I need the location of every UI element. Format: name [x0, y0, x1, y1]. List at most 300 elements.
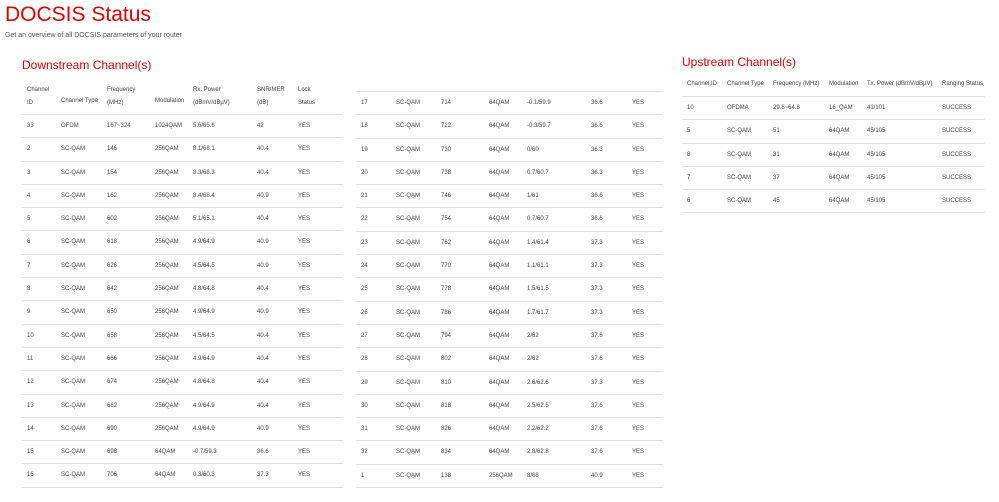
table-row [356, 232, 663, 255]
table-cell: SUCCESS [942, 174, 972, 181]
table-cell: 25 [361, 286, 368, 293]
downstream-header-cell [107, 84, 135, 110]
table-cell: 10 [687, 105, 694, 111]
table-cell: 818 [441, 402, 452, 409]
table-cell: 16 [27, 472, 34, 479]
table-cell: 6 [687, 198, 691, 205]
table-cell: 5 [687, 128, 691, 135]
table-cell: 256QAM [155, 169, 179, 176]
table-cell: 32 [361, 449, 368, 456]
table-cell: 64QAM [489, 100, 510, 106]
table-cell: 40.4 [257, 286, 269, 293]
table-cell: YES [298, 169, 311, 176]
table-cell: 146 [107, 146, 118, 153]
table-cell: 7 [687, 174, 691, 181]
table-cell: SC-QAM [61, 425, 85, 432]
table-cell: 0.7/60.7 [527, 216, 549, 223]
table-cell: SUCCESS [942, 198, 972, 205]
table-cell: 40.4 [257, 216, 269, 223]
table-cell: YES [632, 449, 645, 456]
table-cell: YES [298, 146, 311, 153]
table-cell: 256QAM [155, 286, 179, 293]
table-cell: 4.8/64.8 [193, 286, 215, 293]
table-cell: 4.9/64.9 [193, 425, 215, 432]
downstream-table-right [356, 91, 663, 488]
table-row [356, 208, 663, 231]
table-cell: 33 [27, 123, 34, 129]
downstream-header-cell [61, 95, 98, 108]
table-cell: 8.4/68.4 [193, 192, 215, 199]
table-cell: 8 [27, 286, 31, 293]
table-cell: YES [298, 262, 311, 269]
table-cell: 45 [773, 198, 780, 205]
table-cell: 40.4 [257, 402, 269, 409]
table-cell: 18 [361, 123, 368, 130]
table-cell: 20 [361, 169, 368, 176]
table-cell: 794 [441, 332, 452, 339]
table-cell: YES [632, 123, 645, 130]
table-cell: YES [298, 309, 311, 316]
table-cell: 754 [441, 216, 452, 223]
downstream-header-text: Modulation [155, 98, 185, 104]
upstream-header-cell: Channel ID [687, 81, 718, 87]
table-cell: SC-QAM [396, 169, 420, 176]
table-cell: SC-QAM [396, 356, 420, 363]
table-cell: 40.4 [257, 379, 269, 386]
table-cell: 40.4 [257, 146, 269, 153]
table-cell: 786 [441, 309, 452, 316]
table-cell: 64QAM [489, 402, 510, 409]
table-cell: SC-QAM [396, 309, 420, 316]
table-cell: 4 [27, 192, 31, 199]
table-cell: 37.3 [257, 472, 269, 479]
table-cell: 36.3 [591, 169, 603, 176]
table-cell: 16_QAM [829, 105, 853, 111]
table-cell: 14 [27, 425, 34, 432]
table-row [22, 138, 343, 161]
table-cell: 256QAM [155, 146, 179, 153]
table-cell: 5.6/65.6 [193, 123, 215, 129]
table-cell: YES [632, 169, 645, 176]
table-cell: 19 [361, 146, 368, 153]
table-cell: YES [632, 356, 645, 363]
table-cell: SC-QAM [61, 449, 85, 456]
table-cell: 45/105 [867, 128, 886, 135]
table-cell: YES [632, 100, 645, 106]
table-cell: YES [632, 193, 645, 200]
table-cell: SC-QAM [396, 193, 420, 200]
table-cell: 256QAM [155, 262, 179, 269]
table-row [22, 278, 343, 301]
table-cell: SC-QAM [396, 239, 420, 246]
table-cell: SC-QAM [61, 216, 85, 223]
table-cell: 23 [361, 239, 368, 246]
table-cell: 11 [27, 355, 34, 362]
table-cell: 41/101 [867, 105, 886, 111]
table-cell: 8.1/68.1 [193, 146, 215, 153]
table-cell: YES [298, 402, 311, 409]
table-cell: YES [632, 286, 645, 293]
table-cell: 36.6 [257, 449, 269, 456]
table-row [356, 278, 663, 301]
upstream-header-row [682, 74, 985, 97]
table-row [682, 120, 985, 143]
table-cell: 40.9 [257, 262, 269, 269]
table-cell: SC-QAM [396, 426, 420, 433]
table-cell: 40.9 [257, 309, 269, 316]
table-cell: 642 [107, 286, 118, 293]
table-cell: SC-QAM [727, 198, 751, 205]
table-cell: 658 [107, 332, 118, 339]
table-cell: 0.3/60.3 [193, 472, 215, 479]
table-cell: SC-QAM [61, 472, 85, 479]
table-cell: SC-QAM [727, 151, 751, 158]
table-cell: 256QAM [155, 192, 179, 199]
table-cell: 40.9 [591, 472, 603, 479]
table-row [356, 465, 663, 488]
table-cell: 36.6 [591, 100, 603, 106]
table-cell: 4.8/64.8 [193, 379, 215, 386]
table-cell: 45/105 [867, 198, 886, 205]
table-cell: SUCCESS [942, 128, 972, 135]
table-row [22, 348, 343, 371]
upstream-table [682, 74, 985, 213]
table-row [22, 418, 343, 441]
table-cell: 802 [441, 356, 452, 363]
table-row [356, 372, 663, 395]
downstream-header-text: Lock [298, 87, 311, 93]
table-cell: YES [298, 449, 311, 456]
table-row [356, 185, 663, 208]
table-cell: 64QAM [829, 198, 850, 205]
table-cell: 29.8~64.8 [773, 105, 800, 111]
table-cell: YES [298, 355, 311, 362]
table-cell: SC-QAM [61, 239, 85, 246]
table-cell: 64QAM [155, 449, 176, 456]
table-cell: 31 [773, 151, 780, 158]
table-cell: OFDM [61, 123, 79, 129]
table-cell: 64QAM [489, 379, 510, 386]
table-cell: 4.5/64.5 [193, 262, 215, 269]
table-row [22, 464, 343, 487]
table-cell: 5.1/65.1 [193, 216, 215, 223]
downstream-header-cell [27, 84, 49, 110]
table-cell: 1.7/61.7 [527, 309, 549, 316]
table-cell: 64QAM [489, 286, 510, 293]
table-cell: YES [632, 379, 645, 386]
table-cell: 256QAM [155, 402, 179, 409]
table-cell: 42 [257, 123, 264, 129]
table-cell: YES [632, 402, 645, 409]
table-row [22, 115, 343, 138]
table-row [22, 162, 343, 185]
table-cell: 64QAM [489, 146, 510, 153]
table-cell: 28 [361, 356, 368, 363]
table-cell: 15 [27, 449, 34, 456]
table-row [22, 441, 343, 464]
downstream-header-text: (dBmV/dBµV) [193, 100, 230, 106]
table-cell: 682 [107, 402, 118, 409]
table-cell: SUCCESS [942, 151, 972, 158]
table-cell: 37.3 [591, 286, 603, 293]
table-cell: 256QAM [489, 472, 513, 479]
table-cell: SC-QAM [61, 192, 85, 199]
table-row [356, 139, 663, 162]
table-cell: 31 [361, 426, 368, 433]
table-cell: 45/105 [867, 174, 886, 181]
table-cell: YES [632, 146, 645, 153]
table-cell: 666 [107, 355, 118, 362]
table-cell: 674 [107, 379, 118, 386]
table-cell: 64QAM [489, 216, 510, 223]
table-cell: 698 [107, 449, 118, 456]
table-cell: 64QAM [489, 239, 510, 246]
table-cell: YES [632, 426, 645, 433]
downstream-header-text: Channel Type [61, 98, 98, 104]
downstream-header-text: SNR/MER [257, 87, 285, 93]
downstream-header-cell [193, 84, 230, 110]
table-cell: YES [632, 239, 645, 246]
downstream-header-cell [298, 84, 315, 110]
table-cell: SC-QAM [61, 332, 85, 339]
table-cell: 0.7/60.7 [527, 169, 549, 176]
table-cell: 256QAM [155, 355, 179, 362]
table-row [682, 97, 985, 120]
table-cell: 37.3 [591, 263, 603, 270]
table-cell: 36.6 [591, 193, 603, 200]
table-cell: 8.3/68.3 [193, 169, 215, 176]
downstream-header-text: ID [27, 100, 33, 106]
table-cell: SC-QAM [61, 355, 85, 362]
table-cell: 2.5/62.5 [527, 402, 549, 409]
downstream-section-title: Downstream Channel(s) [22, 58, 152, 72]
table-cell: SC-QAM [61, 146, 85, 153]
table-cell: 714 [441, 100, 452, 106]
table-cell: 24 [361, 263, 368, 270]
table-cell: 1.4/61.4 [527, 239, 549, 246]
table-row [356, 115, 663, 138]
table-cell: 2 [27, 146, 31, 153]
table-row [22, 185, 343, 208]
table-cell: 4.9/64.9 [193, 239, 215, 246]
table-cell: 64QAM [489, 169, 510, 176]
table-cell: 64QAM [489, 263, 510, 270]
table-cell: 13 [27, 402, 34, 409]
table-cell: 618 [107, 239, 118, 246]
downstream-header-text: Channel [27, 87, 50, 93]
downstream-header-text: (dB) [257, 100, 269, 106]
downstream-header-cell [257, 84, 285, 110]
table-row [356, 325, 663, 348]
table-cell: 722 [441, 123, 452, 130]
table-cell: 770 [441, 263, 452, 270]
table-cell: 730 [441, 146, 452, 153]
table-cell: 1024QAM [155, 123, 183, 129]
table-cell: 256QAM [155, 309, 179, 316]
table-cell: 64QAM [489, 309, 510, 316]
upstream-header-cell: Modulation [829, 81, 859, 87]
table-cell: 40.9 [257, 192, 269, 199]
table-cell: SC-QAM [396, 286, 420, 293]
table-cell: YES [298, 286, 311, 293]
table-row [22, 371, 343, 394]
table-cell: SC-QAM [396, 216, 420, 223]
table-cell: SC-QAM [61, 402, 85, 409]
table-cell: 6 [27, 239, 31, 246]
table-cell: 256QAM [155, 216, 179, 223]
table-cell: YES [632, 309, 645, 316]
table-cell: SC-QAM [727, 128, 751, 135]
table-cell: 690 [107, 425, 118, 432]
table-cell: SC-QAM [396, 379, 420, 386]
table-cell: 64QAM [489, 193, 510, 200]
table-cell: 256QAM [155, 379, 179, 386]
table-cell: SC-QAM [61, 262, 85, 269]
downstream-table-left [22, 80, 343, 488]
table-cell: 37.3 [591, 379, 603, 386]
table-cell: 64QAM [489, 449, 510, 456]
table-cell: 64QAM [489, 123, 510, 130]
table-cell: 1/61 [527, 193, 539, 200]
table-cell: 256QAM [155, 332, 179, 339]
table-cell: 37.6 [591, 356, 603, 363]
table-cell: 37.6 [591, 426, 603, 433]
table-cell: 29 [361, 379, 368, 386]
table-cell: 7 [27, 262, 31, 269]
table-cell: 17 [361, 100, 368, 106]
table-cell: 21 [361, 193, 368, 200]
table-cell: YES [632, 332, 645, 339]
table-cell: 12 [27, 379, 34, 386]
table-row [356, 348, 663, 371]
downstream-header-cell [155, 95, 184, 108]
table-cell: YES [632, 472, 645, 479]
table-cell: 36.3 [591, 146, 603, 153]
table-cell: 2/62 [527, 332, 539, 339]
table-cell: 762 [441, 239, 452, 246]
table-cell: 826 [441, 426, 452, 433]
table-cell: SC-QAM [61, 309, 85, 316]
table-cell: 650 [107, 309, 118, 316]
table-cell: 40.4 [257, 355, 269, 362]
table-cell: YES [298, 425, 311, 432]
table-cell: SC-QAM [727, 174, 751, 181]
table-cell: 36.6 [591, 216, 603, 223]
table-cell: OFDMA [727, 105, 749, 111]
table-row [356, 418, 663, 441]
upstream-header-cell: Tx. Power (dBmV/dBµV) [867, 81, 933, 87]
table-cell: 8/68 [527, 472, 539, 479]
table-cell: 64QAM [155, 472, 176, 479]
table-row [22, 395, 343, 418]
table-cell: 4.9/64.9 [193, 402, 215, 409]
table-cell: 162 [107, 192, 118, 199]
table-cell: 3 [27, 169, 31, 176]
table-cell: 9 [27, 309, 31, 316]
table-cell: 8 [687, 151, 691, 158]
table-cell: 746 [441, 193, 452, 200]
downstream-header-text: Rx. Power [193, 87, 221, 93]
downstream-header-row [22, 80, 343, 115]
table-cell: 64QAM [489, 356, 510, 363]
table-cell: 36.6 [591, 123, 603, 130]
table-cell: SC-QAM [396, 100, 420, 106]
table-cell: 40.4 [257, 332, 269, 339]
table-cell: YES [298, 123, 311, 129]
upstream-section-title: Upstream Channel(s) [682, 55, 797, 69]
table-cell: 2.6/62.6 [527, 379, 549, 386]
table-row [682, 190, 985, 213]
table-row [356, 441, 663, 464]
table-cell: YES [298, 192, 311, 199]
table-cell: 64QAM [489, 332, 510, 339]
table-cell: 256QAM [155, 239, 179, 246]
page-subtitle: Get an overview of all DOCSIS parameters of your router [5, 32, 183, 39]
table-cell: 2.8/62.8 [527, 449, 549, 456]
page-title: DOCSIS Status [5, 3, 151, 26]
table-cell: 27 [361, 332, 368, 339]
table-cell: 37.6 [591, 449, 603, 456]
table-cell: YES [298, 379, 311, 386]
table-cell: 37.6 [591, 402, 603, 409]
table-row [22, 231, 343, 254]
table-cell: 37.3 [591, 239, 603, 246]
table-row [22, 208, 343, 231]
table-cell: SC-QAM [61, 169, 85, 176]
table-row [22, 255, 343, 278]
table-cell: 4.5/64.5 [193, 332, 215, 339]
table-cell: 834 [441, 449, 452, 456]
table-cell: SC-QAM [396, 402, 420, 409]
table-cell: 1.1/61.1 [527, 263, 549, 270]
downstream-header-text: Status [298, 100, 316, 106]
table-cell: 64QAM [829, 174, 850, 181]
table-cell: -0.3/59.7 [527, 123, 551, 130]
table-row [356, 255, 663, 278]
table-row [356, 302, 663, 325]
upstream-header-cell: Frequency (MHz) [773, 81, 820, 87]
table-cell: 810 [441, 379, 452, 386]
upstream-header-cell: Channel Type [727, 81, 764, 87]
table-cell: SC-QAM [396, 263, 420, 270]
table-cell: 778 [441, 286, 452, 293]
table-cell: 706 [107, 472, 118, 479]
table-cell: 37.6 [591, 332, 603, 339]
table-cell: YES [298, 332, 311, 339]
table-row [682, 167, 985, 190]
table-cell: YES [632, 216, 645, 223]
table-cell: 22 [361, 216, 368, 223]
table-cell: 4.9/64.9 [193, 355, 215, 362]
table-cell: 138 [441, 472, 452, 479]
table-cell: 45/105 [867, 151, 886, 158]
table-cell: 37.3 [591, 309, 603, 316]
table-cell: YES [298, 216, 311, 223]
table-cell: 64QAM [489, 426, 510, 433]
table-cell: YES [298, 472, 311, 479]
table-cell: 40.4 [257, 169, 269, 176]
table-cell: 1.5/61.5 [527, 286, 549, 293]
table-cell: SC-QAM [396, 123, 420, 130]
table-cell: 2/62 [527, 356, 539, 363]
table-cell: 738 [441, 169, 452, 176]
table-row [22, 325, 343, 348]
table-cell: 51 [773, 128, 780, 135]
table-cell: 26 [361, 309, 368, 316]
table-cell: YES [298, 239, 311, 246]
table-cell: -0.7/59.3 [193, 449, 217, 456]
table-cell: 10 [27, 332, 34, 339]
